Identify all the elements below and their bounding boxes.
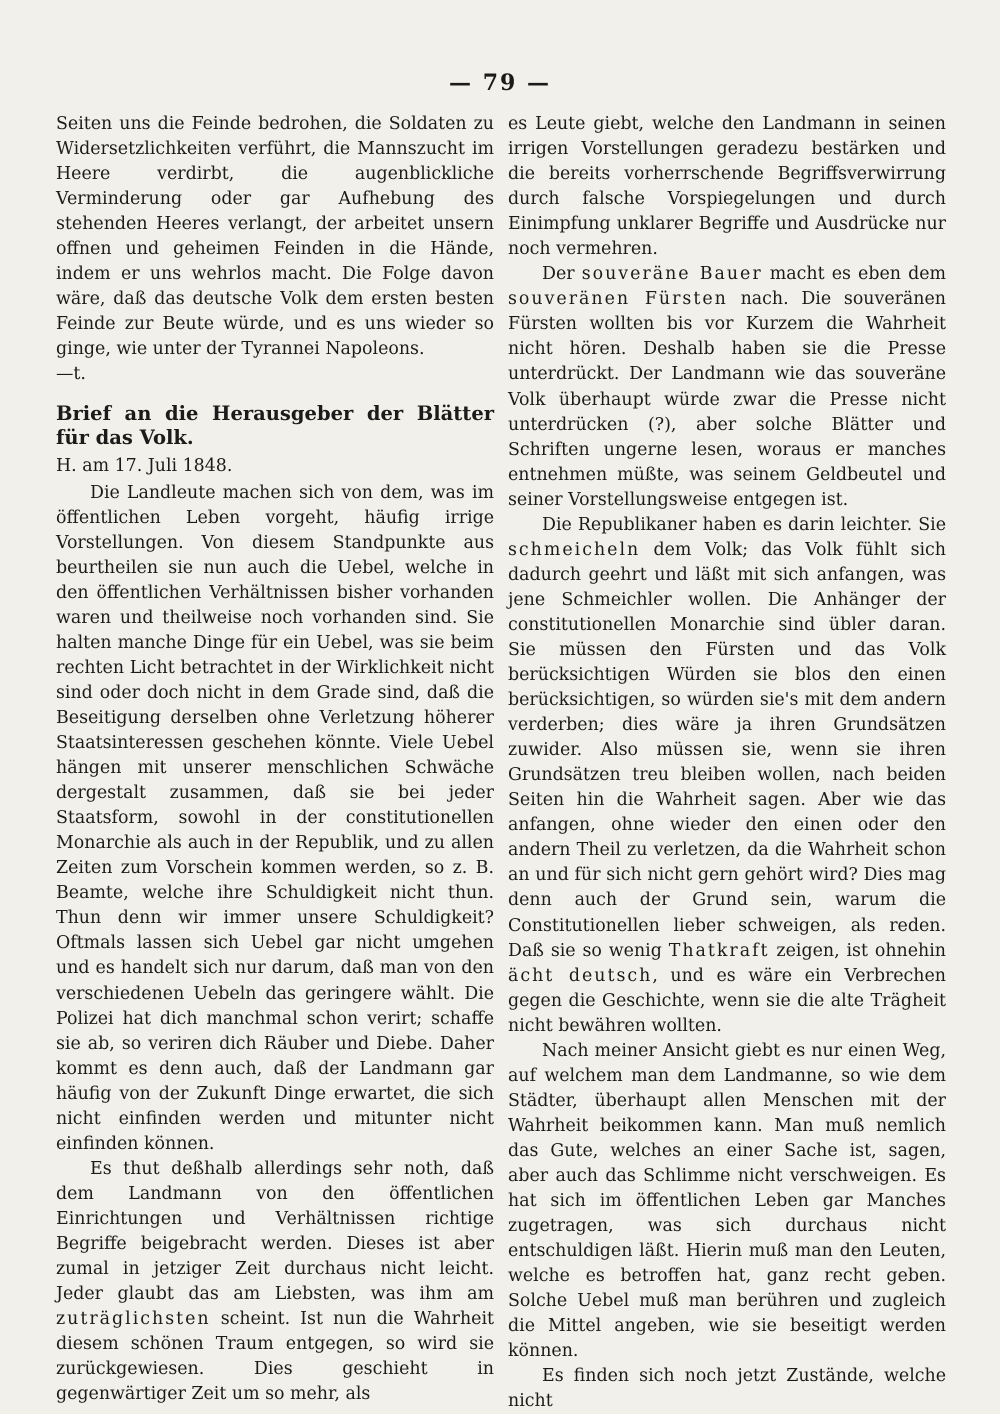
right-paragraph-2-mid: macht es eben dem	[762, 264, 946, 285]
right-paragraph-4: Nach meiner Ansicht giebt es nur einen Weg, auf welchem man dem Landmanne, so wie dem Städter, überhaupt allen Menschen mit der Wahrheit beikommen kann. Man muß nemlich das Gute, welches an einer Sache ist, sagen, aber auch das Schlimme nicht verschweigen. Es hat sich im öffentlichen Leben gar Manches zugetragen, was sich durchaus nicht entschuldigen läßt. Hierin muß man den Leuten, welche es betroffen hat, ganz recht geben. Solche Uebel muß man berühren und zugleich die Mittel angeben, wie sie beseitigt werden können.	[508, 1040, 946, 1362]
left-paragraph-3	[56, 1157, 494, 1407]
left-paragraph-1: Seiten uns die Feinde bedrohen, die Soldaten zu Widersetzlichkeiten verführt, die Mannszucht im Heere verdirbt, die augenblickliche Verminderung oder gar Aufhebung des stehenden Heeres verlangt, der arbeitet unsern offnen und geheimen Feinden in die Hände, indem er uns wehrlos macht. Die Folge davon wäre, daß das deutsche Volk dem ersten besten Feinde zur Beute würde, und es uns wieder so ginge, wie unter der Tyrannei Napoleons.	[56, 114, 494, 360]
right-paragraph-2-spaced-1: souveräne Bauer	[581, 264, 763, 285]
right-paragraph-3-end-2: , und es wäre ein Verbrechen gegen die Geschichte, wenn sie die alte Trägheit nicht bewähren wollten.	[508, 965, 946, 1036]
right-paragraph-5: Es finden sich noch jetzt Zustände, welche nicht	[508, 1366, 946, 1412]
author-signature: —t.	[56, 364, 86, 385]
right-paragraph-2-spaced-2: souveränen Fürsten	[508, 289, 728, 310]
right-paragraph-3-end: dem Volk; das Volk fühlt sich dadurch geehrt und läßt mit sich anfangen, was jene Schmeichler wollen. Die Anhänger der constitutionellen Monarchie sind übler daran. Sie müssen den Fürsten und das Volk berücksichtigen Würden sie blos den einen berücksichtigen, so würden sie's mit dem andern verderben; dies wäre ja ihren Grundsätzen zuwider. Also müssen sie, wenn sie ihren Grundsätzen treu bleiben wollen, nach beiden Seiten hin die Wahrheit sagen. Aber wie das anfangen, ohne wieder den einen oder den andern Theil zu verletzen, da die Wahrheit schon an und für sich nicht gern gehört wird? Dies mag denn auch der Grund sein, warum die Constitutionellen lieber schweigen, als reden. Daß sie so wenig	[508, 539, 946, 961]
right-paragraph-3-spaced-2: Thatkraft	[668, 940, 770, 961]
left-paragraph-3-end: scheint. Ist nun die Wahrheit diesem schönen Traum entgegen, so wird sie zurückgewiesen. Dies geschieht in gegenwärtiger Zeit um so mehr, als	[56, 1309, 494, 1405]
right-paragraph-2-start: Der	[542, 264, 582, 285]
article-heading: Brief an die Herausgeber der Blätter für das Volk.	[56, 401, 494, 449]
right-paragraph-3-spaced-3: ächt deutsch	[508, 965, 653, 986]
right-paragraph-3-mid-2: zeigen, ist ohnehin	[769, 940, 946, 961]
right-paragraph-1: es Leute giebt, welche den Landmann in seinen irrigen Vorstellungen geradezu bestärken und die bereits vorherrschende Begriffsverwirrung durch falsche Vorspiegelungen und durch Einimpfung unklarer Begriffe und Ausdrücke nur noch vermehren.	[508, 114, 946, 260]
right-paragraph-3	[508, 513, 946, 1039]
right-paragraph-3-start: Die Republikaner haben es darin leichter. Sie	[542, 514, 946, 535]
right-column	[508, 112, 946, 1414]
left-column	[56, 112, 494, 1407]
page-number: — 79 —	[449, 70, 551, 96]
left-paragraph-2: Die Landleute machen sich von dem, was im öffentlichen Leben vorgeht, häufig irrige Vorstellungen. Von diesem Standpunkte aus beurtheilen sie nun auch die Uebel, welche in den öffentlichen Verhältnissen bisher vorhanden waren und theilweise noch vorhanden sind. Sie halten manche Dinge für ein Uebel, was sie beim rechten Licht betrachtet in der Wirklichkeit nicht sind oder doch nicht in dem Grade sind, daß die Beseitigung derselben ohne Verletzung höherer Staatsinteressen geschehen könnte. Viele Uebel hängen mit unserer menschlichen Schwäche dergestalt zusammen, daß sie bei jeder Staatsform, sowohl in der constitutionellen Monarchie als auch in der Republik, und zu allen Zeiten zum Vorschein kommen werden, so z. B. Beamte, welche ihre Schuldigkeit nicht thun. Thun denn wir immer unsere Schuldigkeit? Oftmals lassen sich Uebel gar nicht umgehen und es handelt sich nur darum, daß man von den verschiedenen Uebeln das geringere wählt. Die Polizei hat dich manchmal schon verirt; schaffe sie ab, so veriren dich Räuber und Diebe. Daher kommt es denn auch, daß der Landmann gar häufig von der Zukunft Dinge erwartet, die sich nicht einfinden werden und mitunter nicht einfinden können.	[56, 482, 494, 1154]
right-paragraph-3-spaced-1: schmeicheln	[508, 539, 641, 560]
left-paragraph-3-start: Es thut deßhalb allerdings sehr noth, daß dem Landmann von den öffentlichen Einrichtungen und Verhältnissen richtige Begriffe beigebracht werden. Dieses ist aber zumal in jetziger Zeit durchaus nicht leicht. Jeder glaubt das am Liebsten, was ihm am	[56, 1158, 494, 1305]
right-paragraph-2-end: nach. Die souveränen Fürsten wollten bis vor Kurzem die Wahrheit nicht hören. Deshalb haben sie die Presse unterdrückt. Der Landmann wie das souveräne Volk überhaupt würde zwar die Presse nicht unterdrücken (?), aber solche Blätter und Schriften ungerne lesen, woraus er manches entnehmen müßte, was seinem Geldbeutel und seiner Vorstellungsweise entgegen ist.	[508, 289, 946, 510]
article-dateline: H. am 17. Juli 1848.	[56, 455, 233, 476]
left-paragraph-3-spaced: zuträglichsten	[56, 1309, 211, 1330]
right-paragraph-2	[508, 262, 946, 512]
